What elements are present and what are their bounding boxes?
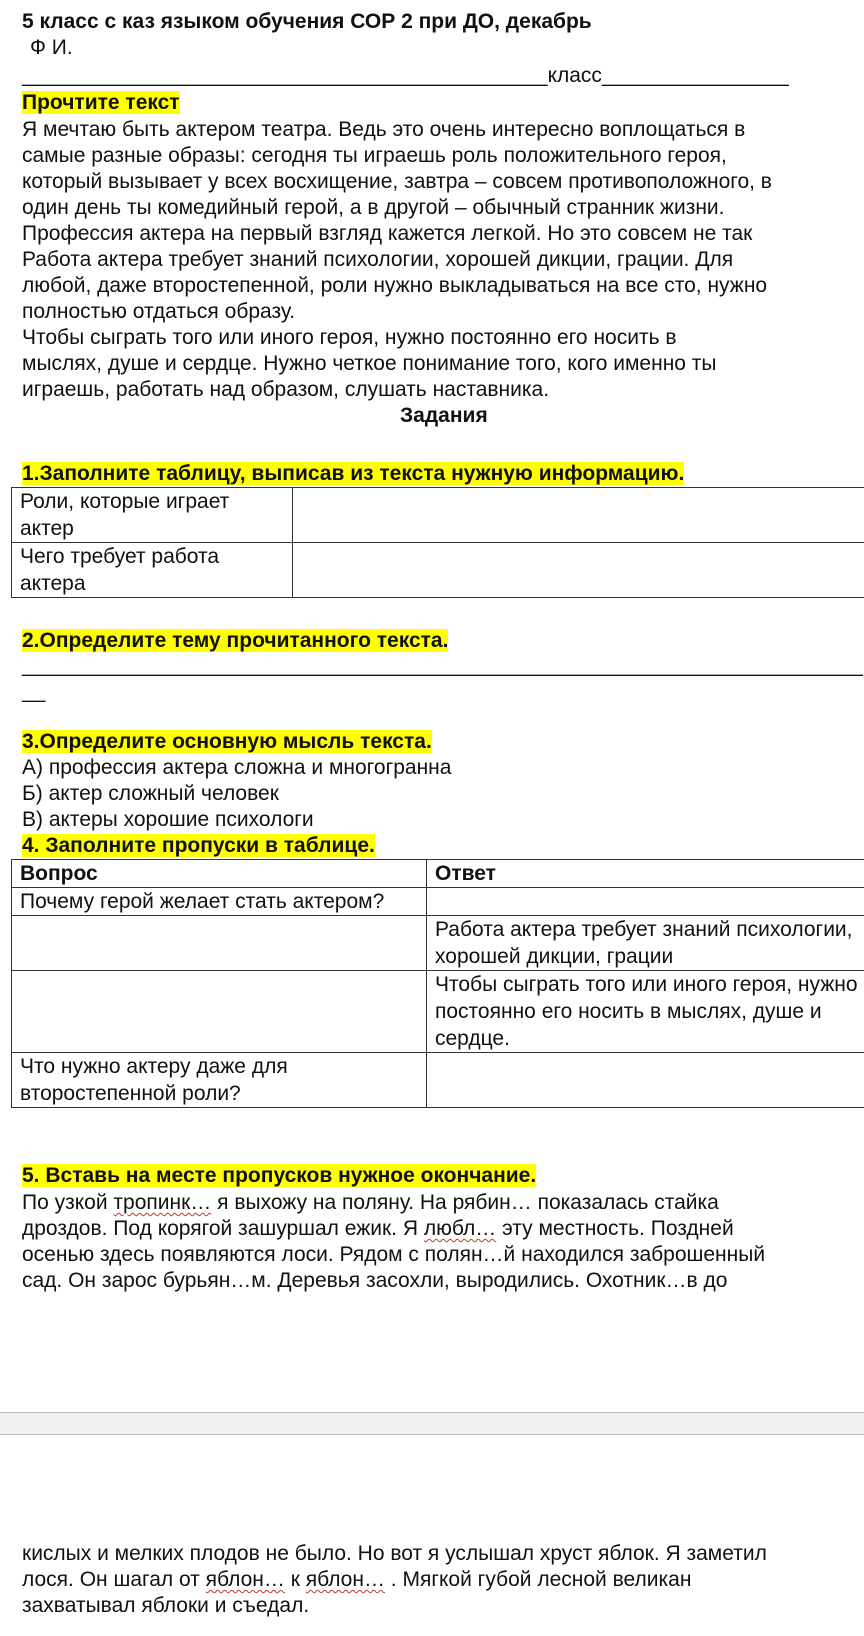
task4-answer-cell: Работа актера требует знаний психологии, хорошей дикции, грации <box>427 916 864 971</box>
task3-title: 3.Определите основную мысль текста. <box>22 730 432 753</box>
reading-line: Чтобы сыграть того или иного героя, нужно постоянно его носить в <box>22 326 677 349</box>
reading-line: самые разные образы: сегодня ты играешь роль положительного героя, <box>22 144 727 167</box>
task4-col-question: Вопрос <box>12 860 427 888</box>
task5-line: сад. Он зарос бурьян…м. Деревья засохли, выродились. Охотник…в до <box>22 1269 728 1292</box>
reading-line: Работа актера требует знаний психологии, хорошей дикции, грации. Для <box>22 248 734 271</box>
task5-line: осенью здесь появляются лоси. Рядом с полян…й находился заброшенный <box>22 1243 766 1266</box>
reading-line: полностью отдаться образу. <box>22 300 296 323</box>
table-row <box>12 860 864 888</box>
reading-line: любой, даже второстепенной, роли нужно выкладываться на все сто, нужно <box>22 274 768 297</box>
task5-continuation-line: лося. Он шагал от яблон… к яблон… . Мягкой губой лесной великан <box>22 1568 692 1591</box>
page-break-band <box>0 1413 864 1434</box>
task5-continuation-line: захватывал яблоки и съедал. <box>22 1594 310 1617</box>
fio-label: Ф И. <box>30 36 73 59</box>
task1-row-label: Чего требует работа актера <box>12 543 293 598</box>
gap-word[interactable]: яблон… <box>305 1568 385 1591</box>
task4-question-cell: Почему герой желает стать актером? <box>12 888 427 916</box>
class-line: _____________________________________________класс________________ <box>22 64 789 87</box>
gap-word[interactable]: любл… <box>423 1217 497 1240</box>
task4-question-cell[interactable] <box>12 971 427 1053</box>
task2-answer-line[interactable]: __ <box>22 680 46 703</box>
task5-line: По узкой тропинк… я выхожу на поляну. На рябин… показалась стайка <box>22 1191 719 1214</box>
task5-continuation-line: кислых и мелких плодов не было. Но вот я услышал хруст яблок. Я заметил <box>22 1542 767 1565</box>
page-break-bottom <box>0 1434 864 1435</box>
task4-table <box>11 859 864 1108</box>
table-row <box>12 888 864 916</box>
table-row <box>12 916 864 971</box>
task1-title: 1.Заполните таблицу, выписав из текста нужную информацию. <box>22 462 685 485</box>
task2-title: 2.Определите тему прочитанного текста. <box>22 629 449 652</box>
task4-title: 4. Заполните пропуски в таблице. <box>22 834 375 857</box>
gap-word[interactable]: тропинк… <box>113 1191 212 1214</box>
reading-line: который вызывает у всех восхищение, завтра – совсем противоположного, в <box>22 170 772 193</box>
task5-title: 5. Вставь на месте пропусков нужное окончание. <box>22 1164 537 1187</box>
reading-line: Профессия актера на первый взгляд кажется легкой. Но это совсем не так <box>22 222 753 245</box>
task4-question-cell[interactable] <box>12 916 427 971</box>
task4-answer-cell[interactable] <box>427 888 864 916</box>
task2-answer-line[interactable]: ________________________________________________________________________ <box>22 654 863 677</box>
task5-line: дроздов. Под корягой зашуршал ежик. Я любл… эту местность. Поздней <box>22 1217 734 1240</box>
reading-line: Я мечтаю быть актером театра. Ведь это очень интересно воплощаться в <box>22 118 746 141</box>
class-label: класс <box>547 64 602 87</box>
task3-option-c[interactable]: В) актеры хорошие психологи <box>22 808 314 831</box>
task1-row-label: Роли, которые играет актер <box>12 488 293 543</box>
table-row <box>12 543 864 598</box>
task3-option-a[interactable]: А) профессия актера сложна и многогранна <box>22 756 452 779</box>
task1-answer-cell[interactable] <box>293 488 864 543</box>
gap-word[interactable]: яблон… <box>205 1568 285 1591</box>
table-row <box>12 1053 864 1108</box>
doc-title: 5 класс с каз языком обучения СОР 2 при ДО, декабрь <box>22 10 592 33</box>
task3-option-b[interactable]: Б) актер сложный человек <box>22 782 279 805</box>
task4-answer-cell[interactable] <box>427 1053 864 1108</box>
tasks-title: Задания <box>400 404 488 427</box>
task1-table <box>11 487 864 598</box>
task4-question-cell: Что нужно актеру даже для второстепенной роли? <box>12 1053 427 1108</box>
reading-line: играешь, работать над образом, слушать наставника. <box>22 378 550 401</box>
table-row <box>12 488 864 543</box>
table-row <box>12 971 864 1053</box>
task4-answer-cell: Чтобы сыграть того или иного героя, нужно постоянно его носить в мыслях, душе и сердце. <box>427 971 864 1053</box>
task4-col-answer: Ответ <box>427 860 864 888</box>
task1-answer-cell[interactable] <box>293 543 864 598</box>
reading-line: один день ты комедийный герой, а в другой – обычный странник жизни. <box>22 196 725 219</box>
reading-line: мыслях, душе и сердце. Нужно четкое понимание того, кого именно ты <box>22 352 717 375</box>
reading-heading: Прочтите текст <box>22 91 180 114</box>
